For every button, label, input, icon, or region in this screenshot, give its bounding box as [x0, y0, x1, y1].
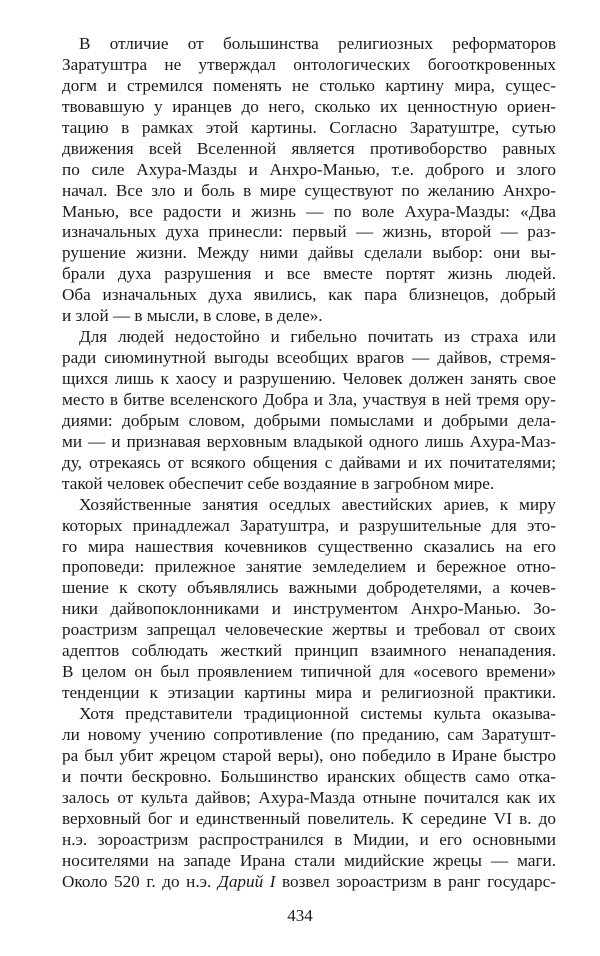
text-line [62, 55, 556, 76]
text-line [62, 620, 556, 641]
line-text: адептов соблюдать жесткий принцип взаимного ненападения. [62, 641, 556, 661]
line-text: твовавшую у иранцев до него, сколько их ценностную ориен- [62, 96, 556, 116]
line-text: Хозяйственные занятия оседлых авестийских ариев, к миру [79, 494, 556, 514]
line-text: шение к скоту объявлялись важными добродетелями, а кочев- [62, 578, 556, 598]
line-text: брали духа разрушения и все вместе портят жизнь людей. [62, 264, 556, 284]
text-line [62, 181, 556, 202]
text-line [62, 222, 556, 243]
line-text: которых принадлежал Заратуштра, и разрушительные для это- [62, 515, 556, 535]
text-line [62, 746, 556, 767]
text-line [62, 34, 556, 55]
text-line [62, 76, 556, 97]
paragraph [62, 495, 556, 704]
text-line [62, 118, 556, 139]
line-text: и злой — в мысли, в слове, в деле». [62, 306, 323, 326]
text-line [62, 160, 556, 181]
text-line [62, 306, 556, 327]
line-text: В целом он был проявлением типичной для «осевого времени» [62, 662, 556, 682]
text-line [62, 872, 556, 893]
line-text: носителями на западе Ирана стали мидийские жрецы — маги. [62, 850, 556, 870]
text-line [62, 432, 556, 453]
line-text: ду, отрекаясь от всякого общения с дайвами и их почитателями; [62, 452, 556, 472]
text-line [62, 411, 556, 432]
line-text: Манью, все радости и жизнь — по воле Ахура-Мазды: «Два [62, 201, 556, 221]
line-text: щихся лишь к хаосу и разрушению. Человек должен занять свое [62, 369, 556, 388]
line-text: Оба изначальных духа явились, как пара близнецов, добрый [62, 285, 556, 305]
text-line [62, 725, 556, 746]
line-text: роастризм запрещал человеческие жертвы и требовал от своих [62, 620, 556, 640]
text-line [62, 243, 556, 264]
italic-name: Дарий I [217, 871, 276, 891]
line-text: ра был убит жрецом старой веры), оно победило в Иране быстро [62, 745, 556, 765]
text-line [62, 516, 556, 537]
line-text: залось от культа дайвов; Ахура-Мазда отныне почитался как их [62, 787, 556, 807]
line-text: ми — и признавая верховным владыкой одного лишь Ахура-Маз- [62, 431, 556, 451]
text-line [62, 809, 556, 830]
line-text: тацию в рамках этой картины. Согласно Заратуштре, сутью [62, 117, 556, 137]
line-text: го мира нашествия кочевников существенно сказались на его [62, 536, 556, 556]
page-body-text [62, 34, 556, 892]
line-text: Заратуштра не утверждал онтологических богооткровенных [62, 54, 556, 74]
paragraph [62, 34, 556, 327]
line-text [62, 872, 556, 891]
text-line [62, 390, 556, 411]
text-line [62, 202, 556, 223]
text-line [62, 599, 556, 620]
line-text: рушение жизни. Между ними дайвы сделали выбор: они вы- [62, 243, 556, 263]
text-line [62, 830, 556, 851]
paragraph [62, 327, 556, 495]
line-text: верховный бог и единственный повелитель. К середине VI в. до [62, 808, 556, 828]
line-text: н.э. зороастризм распространился в Мидии, и его основными [62, 829, 556, 849]
line-text: по силе Ахура-Мазды и Анхро-Манью, т.е. доброго и злого [62, 159, 556, 179]
line-text: ли новому учению сопротивление (по преданию, сам Заратушт- [62, 724, 556, 744]
text-line [62, 788, 556, 809]
text-line [62, 683, 556, 704]
line-text: место в битве вселенского Добра и Зла, участвуя в ней тремя ору- [62, 389, 556, 409]
line-text: Для людей недостойно и гибельно почитать из страха или [79, 327, 556, 347]
line-text: движения всей Вселенной является противоборство равных [62, 138, 556, 158]
line-text: и почти бескровно. Большинство иранских обществ само отка- [62, 766, 556, 786]
text-line [62, 537, 556, 558]
paragraph [62, 704, 556, 892]
text-line [62, 851, 556, 872]
line-text: тенденции к этизации картины мира и религиозной практики. [62, 683, 556, 703]
text-line [62, 578, 556, 599]
text-line [62, 139, 556, 160]
text-line [62, 369, 556, 390]
text-line [62, 348, 556, 369]
text-line [62, 264, 556, 285]
text-line [62, 767, 556, 788]
text-line [62, 557, 556, 578]
line-segment: возвел зороастризм в ранг государс- [275, 871, 556, 891]
text-line [62, 327, 556, 348]
text-line [62, 662, 556, 683]
line-text: изначальных духа принесли: первый — жизнь, второй — раз- [62, 222, 556, 242]
text-line [62, 641, 556, 662]
text-line [62, 495, 556, 516]
text-line [62, 285, 556, 306]
text-line [62, 453, 556, 474]
line-text: такой человек обеспечит себе воздаяние в загробном мире. [62, 473, 495, 493]
line-text: проповеди: прилежное занятие земледелием и бережное отно- [62, 557, 556, 577]
line-text: начал. Все зло и боль в мире существуют по желанию Анхро- [62, 180, 556, 200]
line-text: В отличие от большинства религиозных реформаторов [79, 34, 556, 53]
line-text: ради сиюминутной выгоды всеобщих врагов — дайвов, стремя- [62, 348, 556, 368]
line-text: диями: добрым словом, добрыми помыслами и добрыми дела- [62, 410, 556, 430]
text-line [62, 474, 556, 495]
line-text: ники дайвопоклонниками и инструментом Анхро-Манью. Зо- [62, 599, 556, 619]
line-segment: Около 520 г. до н.э. [62, 871, 218, 891]
page-number: 434 [287, 906, 313, 925]
text-line [62, 97, 556, 118]
text-line [62, 704, 556, 725]
line-text: догм и стремился поменять не столько картину мира, сущес- [62, 75, 556, 95]
line-text: Хотя представители традиционной системы культа оказыва- [79, 704, 556, 723]
